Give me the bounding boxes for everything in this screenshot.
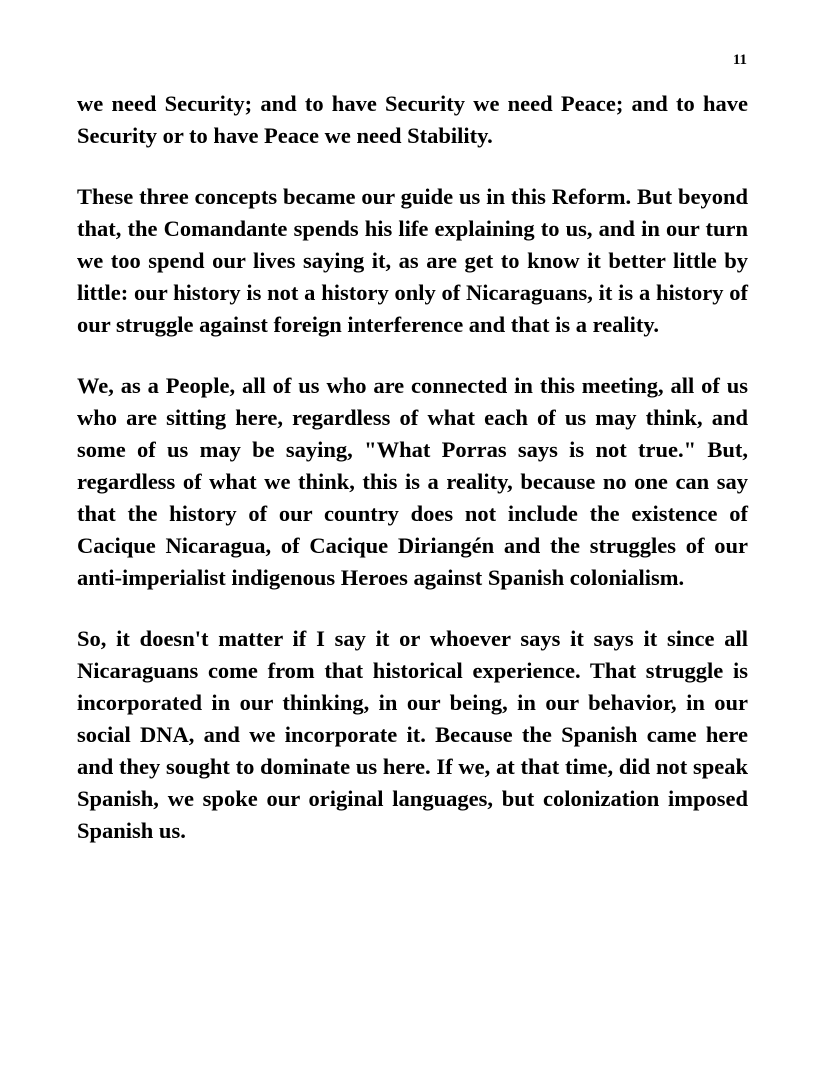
- paragraph-1: we need Security; and to have Security we need Peace; and to have Security or to have Peace we need Stability.: [77, 91, 748, 148]
- paragraph-3: We, as a People, all of us who are connected in this meeting, all of us who are sitting here, regardless of what each of us may think, and some of us may be saying, "What Porras says is not true." But, regardless of what we think, this is a reality, because no one can say that the history of our country does not include the existence of Cacique Nicaragua, of Cacique Diriangén and the struggles of our anti-imperialist indigenous Heroes against Spanish colonialism.: [77, 373, 748, 590]
- paragraph-2: These three concepts became our guide us in this Reform. But beyond that, the Comandante spends his life explaining to us, and in our turn we too spend our lives saying it, as are get to know it better little by little: our history is not a history only of Nicaraguans, it is a history of our struggle against foreign interference and that is a reality.: [77, 184, 748, 337]
- page-number: 11: [732, 52, 747, 68]
- body-text: [77, 88, 748, 876]
- paragraph-4: So, it doesn't matter if I say it or whoever says it says it since all Nicaraguans come from that historical experience. That struggle is incorporated in our thinking, in our being, in our behavior, in our social DNA, and we incorporate it. Because the Spanish came here and they sought to dominate us here. If we, at that time, did not speak Spanish, we spoke our original languages, but colonization imposed Spanish us.: [77, 626, 748, 843]
